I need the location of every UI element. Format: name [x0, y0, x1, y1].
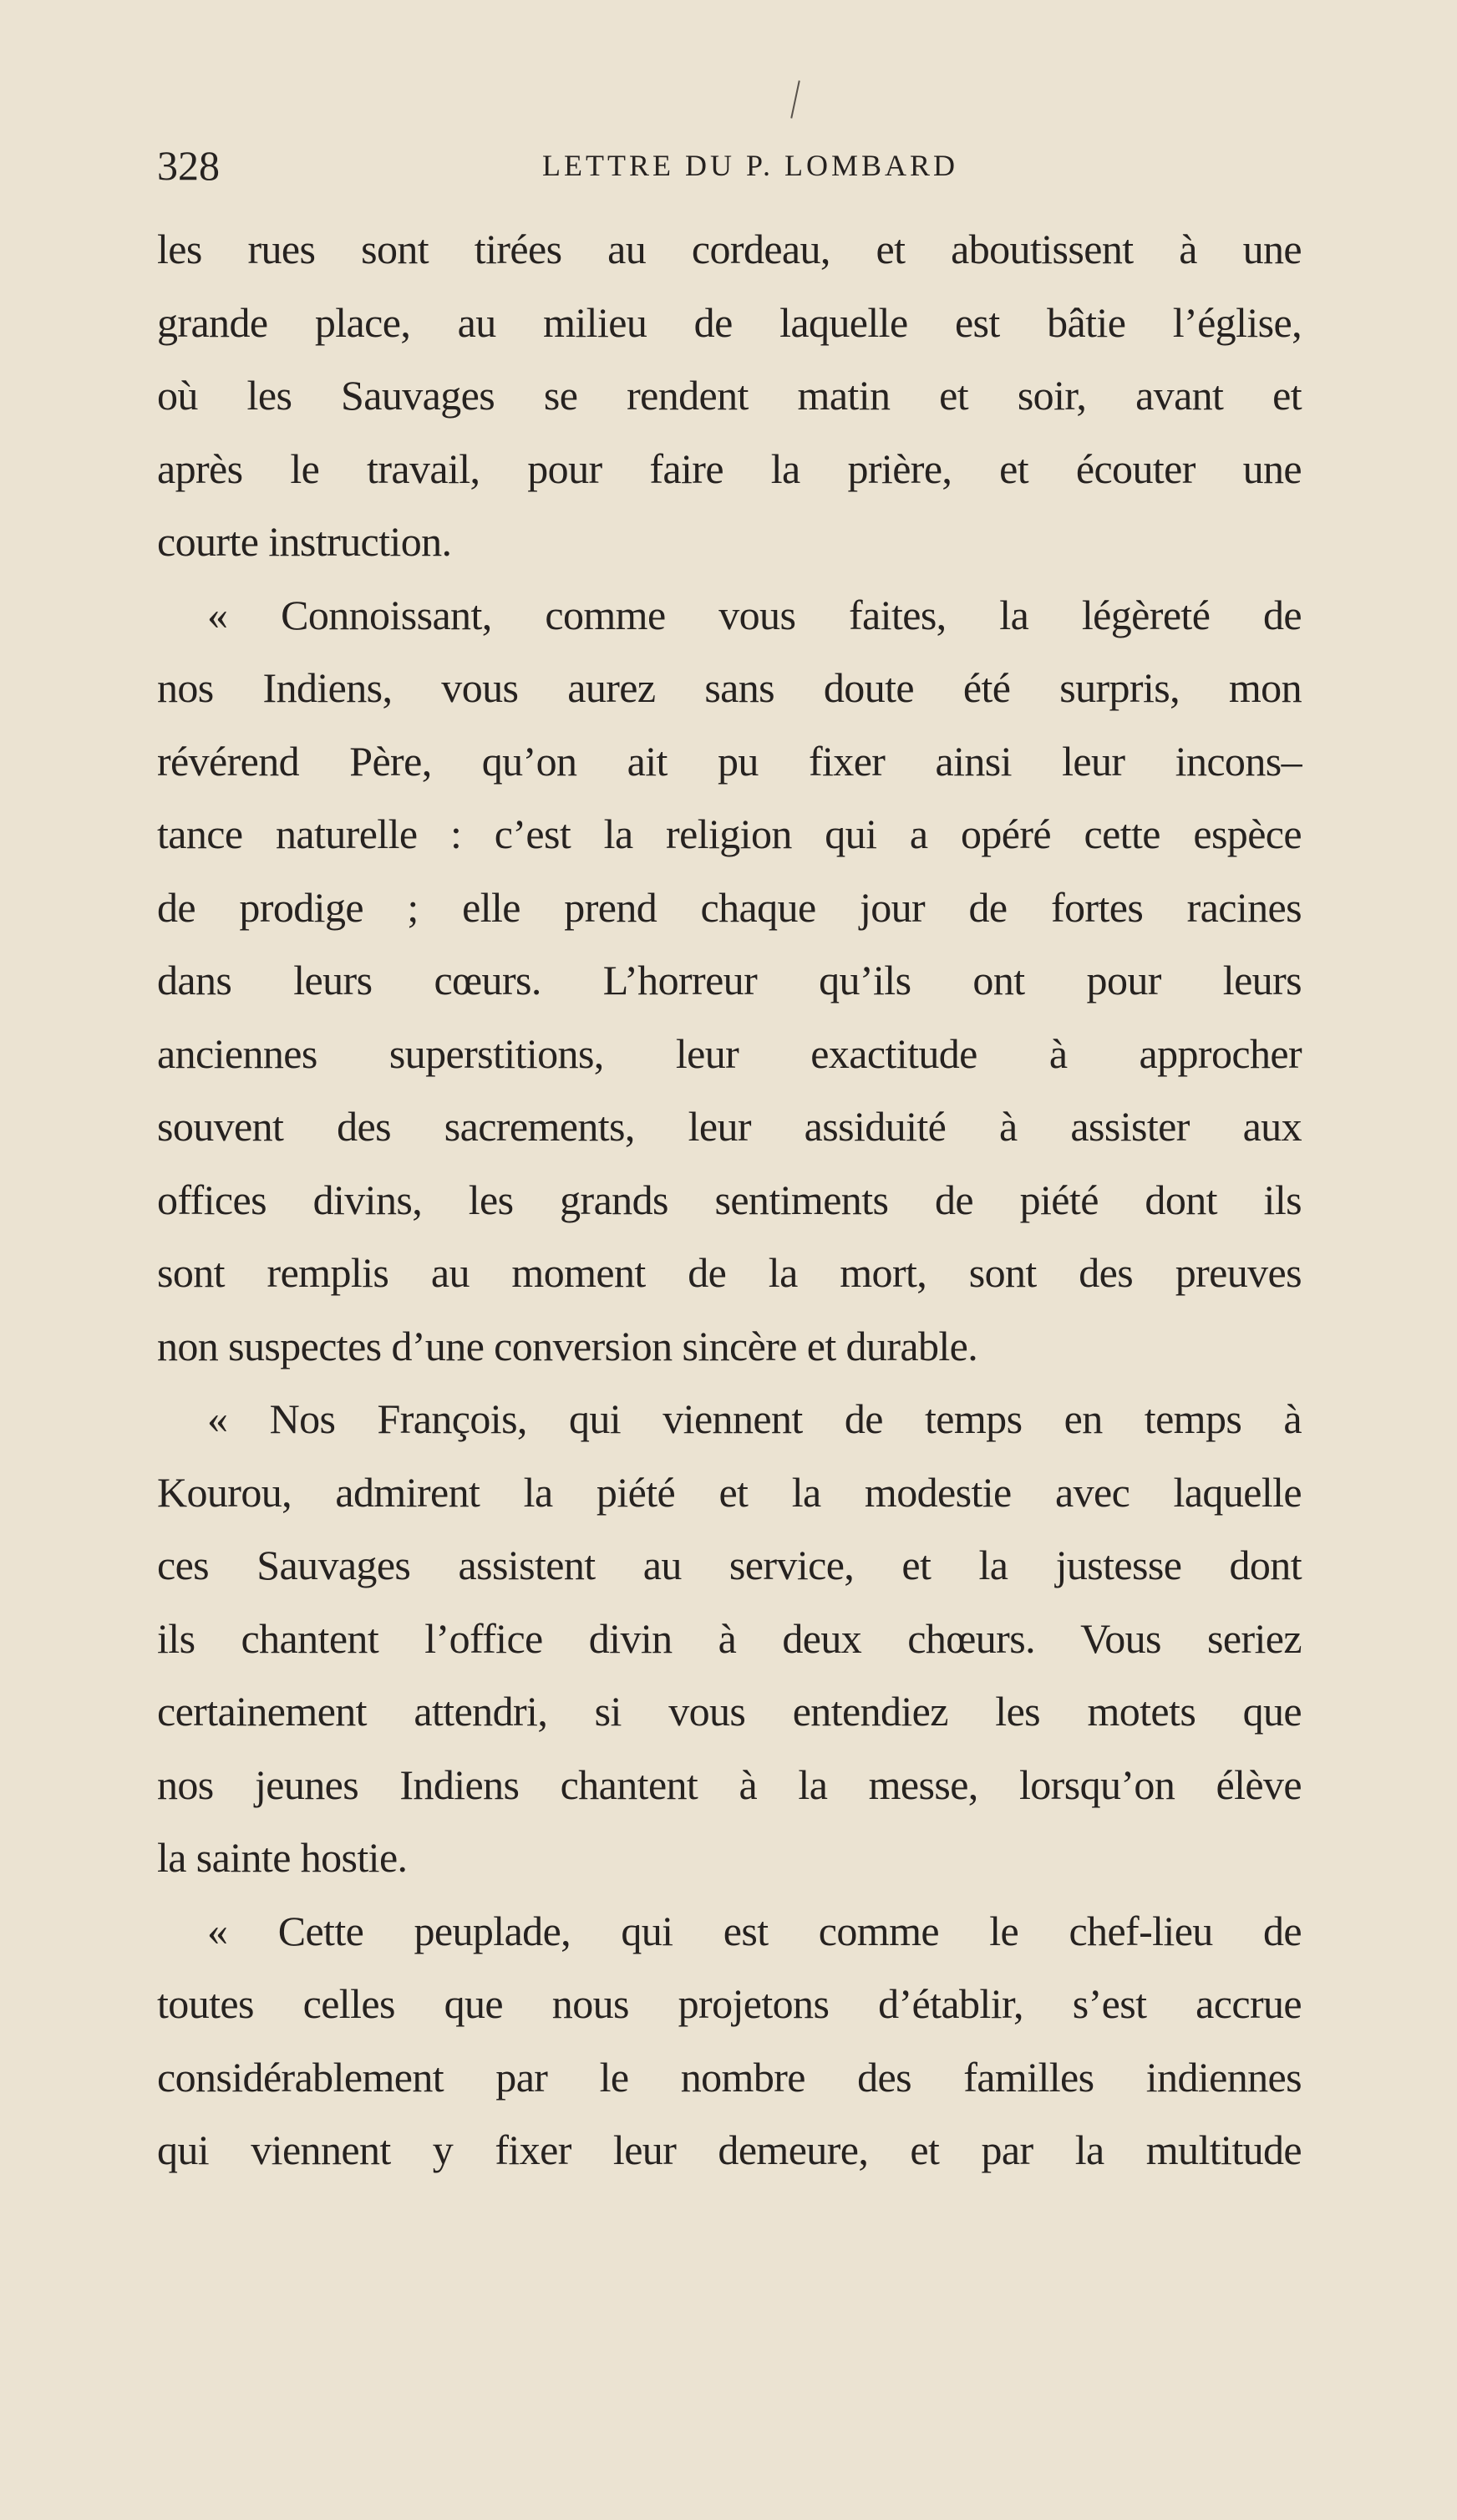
running-title: LETTRE DU P. LOMBARD — [541, 149, 958, 182]
text-line: « Connoissant, comme vous faites, la légèreté de — [207, 591, 1302, 638]
text-line: courte instruction. — [157, 518, 452, 565]
text-line: non suspectes d’une conversion sincère et durable. — [157, 1322, 978, 1369]
text-line: anciennes superstitions, leur exactitude à approcher — [157, 1029, 1302, 1077]
text-line: qui viennent y fixer leur demeure, et par la multitude — [157, 2126, 1302, 2173]
text-line: « Nos François, qui viennent de temps en temps à — [207, 1395, 1302, 1442]
page-number: 328 — [157, 142, 220, 189]
text-line: grande place, au milieu de laquelle est bâtie l’église, — [157, 298, 1302, 346]
text-line: offices divins, les grands sentiments de piété dont ils — [157, 1176, 1302, 1223]
text-line: de prodige ; elle prend chaque jour de fortes racines — [157, 883, 1302, 931]
stray-ink-mark — [790, 80, 800, 118]
text-line: les rues sont tirées au cordeau, et aboutissent à une — [157, 226, 1302, 272]
text-line: sont remplis au moment de la mort, sont des preuves — [157, 1249, 1302, 1296]
text-line: nos jeunes Indiens chantent à la messe, lorsqu’on élève — [157, 1760, 1302, 1808]
text-line: souvent des sacrements, leur assiduité à assister aux — [157, 1103, 1302, 1150]
text-line: « Cette peuplade, qui est comme le chef-lieu de — [207, 1907, 1302, 1954]
text-line: dans leurs cœurs. L’horreur qu’ils ont pour leurs — [157, 957, 1302, 1003]
text-line: ces Sauvages assistent au service, et la justesse dont — [157, 1542, 1302, 1588]
running-head — [157, 140, 1302, 191]
text-line: ils chantent l’office divin à deux chœurs. Vous seriez — [157, 1614, 1302, 1662]
text-line: révérend Père, qu’on ait pu fixer ainsi leur incons– — [157, 737, 1302, 785]
text-line: considérablement par le nombre des familles indiennes — [157, 2053, 1302, 2101]
text-line: certainement attendri, si vous entendiez les motets que — [157, 1688, 1302, 1735]
text-line: Kourou, admirent la piété et la modestie avec laquelle — [157, 1468, 1302, 1516]
body-text — [157, 213, 1302, 2187]
text-line: la sainte hostie. — [157, 1834, 408, 1881]
text-line: toutes celles que nous projetons d’établir, s’est accrue — [157, 1980, 1302, 2027]
text-line: après le travail, pour faire la prière, et écouter une — [157, 445, 1302, 492]
text-line: où les Sauvages se rendent matin et soir, avant et — [157, 372, 1302, 419]
text-line: tance naturelle : c’est la religion qui a opéré cette espèce — [157, 810, 1302, 857]
text-line: nos Indiens, vous aurez sans doute été surpris, mon — [157, 664, 1302, 711]
